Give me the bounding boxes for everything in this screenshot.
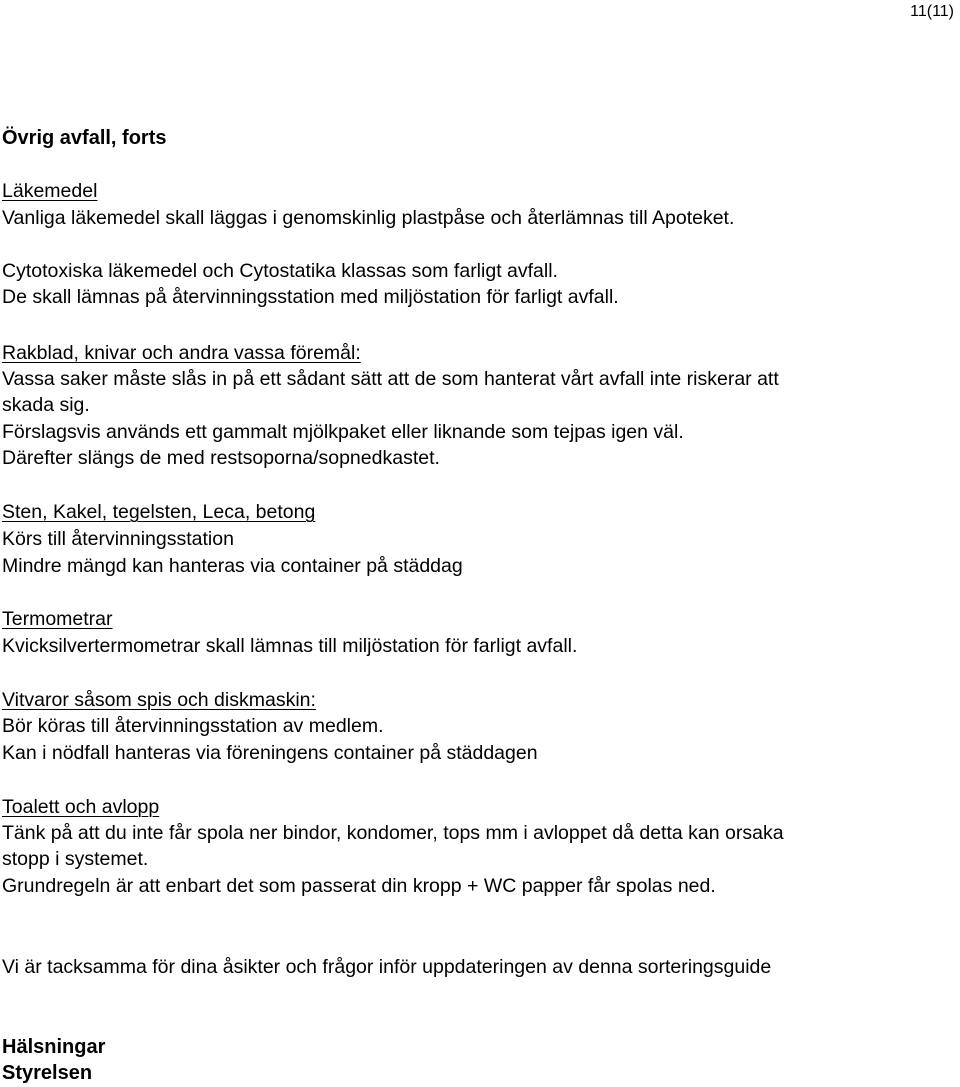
page-title: Övrig avfall, forts [2,127,167,149]
closing-text: Vi är tacksamma för dina åsikter och frågor inför uppdateringen av denna sorteringsguide [2,956,772,978]
body-text: Tänk på att du inte får spola ner bindor, kondomer, tops mm i avloppet då detta kan orsaka [2,822,784,844]
body-text: Kan i nödfall hanteras via föreningens container på städdagen [2,742,538,764]
body-text: Cytotoxiska läkemedel och Cytostatika klassas som farligt avfall. [2,260,558,282]
body-text: Körs till återvinningsstation [2,528,234,550]
section-heading-vitvaror: Vitvaror såsom spis och diskmaskin: [2,689,316,711]
body-text: Bör köras till återvinningsstation av medlem. [2,715,384,737]
body-text: Kvicksilvertermometrar skall lämnas till miljöstation för farligt avfall. [2,635,578,657]
signature-sender: Styrelsen [2,1062,93,1084]
body-text: Därefter slängs de med restsoporna/sopnedkastet. [2,447,440,469]
section-heading-toalett: Toalett och avlopp [2,796,160,818]
section-heading-lakemedel: Läkemedel [2,180,98,202]
page-number: 11(11) [910,3,954,20]
section-heading-termometrar: Termometrar [2,608,113,630]
body-text: De skall lämnas på återvinningsstation med miljöstation för farligt avfall. [2,286,619,308]
body-text: Grundregeln är att enbart det som passerat din kropp + WC papper får spolas ned. [2,875,716,897]
body-text: Förslagsvis används ett gammalt mjölkpaket eller liknande som tejpas igen väl. [2,421,684,443]
section-heading-rakblad: Rakblad, knivar och andra vassa föremål: [2,342,361,364]
body-text: Mindre mängd kan hanteras via container på städdag [2,555,463,577]
signature-greeting: Hälsningar [2,1036,106,1058]
section-heading-sten: Sten, Kakel, tegelsten, Leca, betong [2,501,316,523]
body-text: Vassa saker måste slås in på ett sådant sätt att de som hanterat vårt avfall inte riskerar att [2,368,779,390]
body-text: Vanliga läkemedel skall läggas i genomskinlig plastpåse och återlämnas till Apoteket. [2,207,735,229]
body-text: stopp i systemet. [2,848,149,870]
body-text: skada sig. [2,394,90,416]
